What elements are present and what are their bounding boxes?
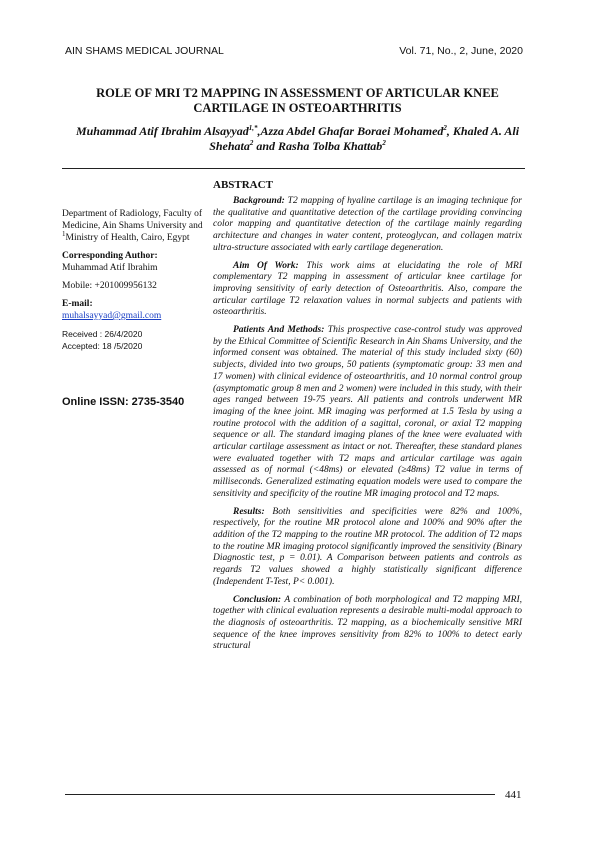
page-number: 441	[505, 789, 522, 801]
author-2-affil: 2	[443, 124, 447, 132]
abstract-aim	[213, 261, 522, 320]
corresponding-name: Muhammad Atif Ibrahim	[62, 263, 158, 273]
abstract-methods	[213, 325, 522, 501]
abstract-body	[213, 196, 522, 659]
abstract-background	[213, 196, 522, 255]
aim-text: This work aims at elucidating the role of MRI complementary T2 mapping in assessment of articular knee cartilage for improving sensitivity of early detection of Osteoarthritis. Also, compare the articular cartilage T2 relaxation values in normal subjects and patients with osteoarthritis.	[213, 260, 522, 318]
aim-label: Aim Of Work:	[233, 260, 299, 271]
background-text: T2 mapping of hyaline cartilage is an imaging technique for the qualitative and quantitative detection of the cartilage providing convincing color mapping and quantitative detection of the cartilage mainly regarding architecture and changes in water content, proteoglycan, and collagen matrix ultra-structure associated with early cartilage degeneration.	[213, 196, 522, 253]
accepted-date: Accepted: 18 /5/2020	[62, 341, 143, 351]
article-title: ROLE OF MRI T2 MAPPING IN ASSESSMENT OF ARTICULAR KNEE CARTILAGE IN OSTEOARTHRITIS	[96, 86, 499, 115]
methods-label: Patients And Methods:	[233, 325, 325, 336]
corresponding-author	[62, 250, 204, 274]
received-date: Received : 26/4/2020	[62, 329, 143, 339]
abstract-results	[213, 507, 522, 589]
results-label: Results:	[233, 506, 265, 517]
author-1-affil: 1,*	[248, 124, 258, 132]
online-issn: Online ISSN: 2735-3540	[62, 396, 185, 408]
results-text: Both sensitivities and specificities were 82% and 100%, respectively, for the routine MR protocol alone and 100% and 90% after the addition of the T2 mapping to the routine MR protocol. The addition of T2 maps to the routine MR imaging protocol significantly improved the sensitivity (Binary Diagnostic test, p = 0.01). A Comparison between patients and controls as regards T2 values showed a highly statistically significant difference (Independent T-Test, P< 0.001).	[213, 506, 522, 587]
footer-divider	[65, 794, 495, 795]
abstract-heading: ABSTRACT	[213, 179, 273, 191]
author-2: ,Azza Abdel Ghafar Boraei Mohamed	[257, 124, 444, 138]
conclusion-text: A combination of both morphological and T2 mapping MRI, together with clinical evaluation represents a desirable multi-modal approach to the diagnosis of osteoarthritis. T2 mapping, as a biochemically sensitive MRI sequence of the knee improves sensitivity from 82% to 100% to detect early structural	[213, 594, 522, 652]
email-label: E-mail:	[62, 299, 93, 309]
author-3-affil: 2	[249, 139, 254, 147]
affiliation-text-2: Ministry of Health, Cairo, Egypt	[65, 233, 190, 243]
mobile-number: Mobile: +201009956132	[62, 281, 157, 291]
affiliation-sup: 1	[62, 229, 66, 238]
author-1: Muhammad Atif Ibrahim Alsayyad	[75, 124, 249, 138]
author-3: , Khaled A. Ali Shehata	[209, 124, 520, 153]
conclusion-label: Conclusion:	[233, 594, 282, 605]
affiliation	[62, 208, 204, 244]
email-link[interactable]: muhalsayyad@gmail.com	[62, 311, 162, 321]
author-4-affil: 2	[382, 139, 386, 147]
corresponding-label: Corresponding Author:	[62, 251, 158, 261]
title-divider	[62, 168, 525, 169]
volume-info: Vol. 71, No., 2, June, 2020	[399, 45, 523, 57]
author-list	[60, 124, 535, 154]
author-4: and Rasha Tolba Khattab	[253, 139, 383, 153]
methods-text: This prospective case-control study was approved by the Ethical Committee of Scientific Research in Ain Shams University, and the informed consent was obtained. The material of this study included sixty (60) subjects, divided into two groups, 50 patients (symptomatic group: 33 men and 17 women) with clinical evidence of osteoarthritis, and 10 normal control group (asymptomatic group 8 men and 2 women) were included in this study, with their ages ranged between 19-75 years. All patients and controls underwent MR imaging of the knee joint. MR imaging was performed at 1.5 Tesla by using a routine protocol with the addition of a sagittal, coronal, or axial T2 mapping sequence or all. The standard imaging planes of the knee were evaluated with articular cartilage assessment as intact or not. Thereafter, these standard planes were evaluated together with T2 maps and articular cartilage was again assessed as of normal (<48ms) or elevated (≥48ms) T2 value in terms of milliseconds. Generalized estimating equation models were used to compare the sensitivity and specificity of the routine MR imaging protocol and T2 maps.	[213, 325, 522, 499]
abstract-conclusion	[213, 595, 522, 654]
background-label: Background:	[233, 196, 285, 206]
journal-name: AIN SHAMS MEDICAL JOURNAL	[65, 45, 224, 57]
affiliation-text: Department of Radiology, Faculty of Medicine, Ain Shams University and	[62, 209, 203, 231]
email-block	[62, 298, 204, 322]
author-info-column	[62, 208, 204, 352]
